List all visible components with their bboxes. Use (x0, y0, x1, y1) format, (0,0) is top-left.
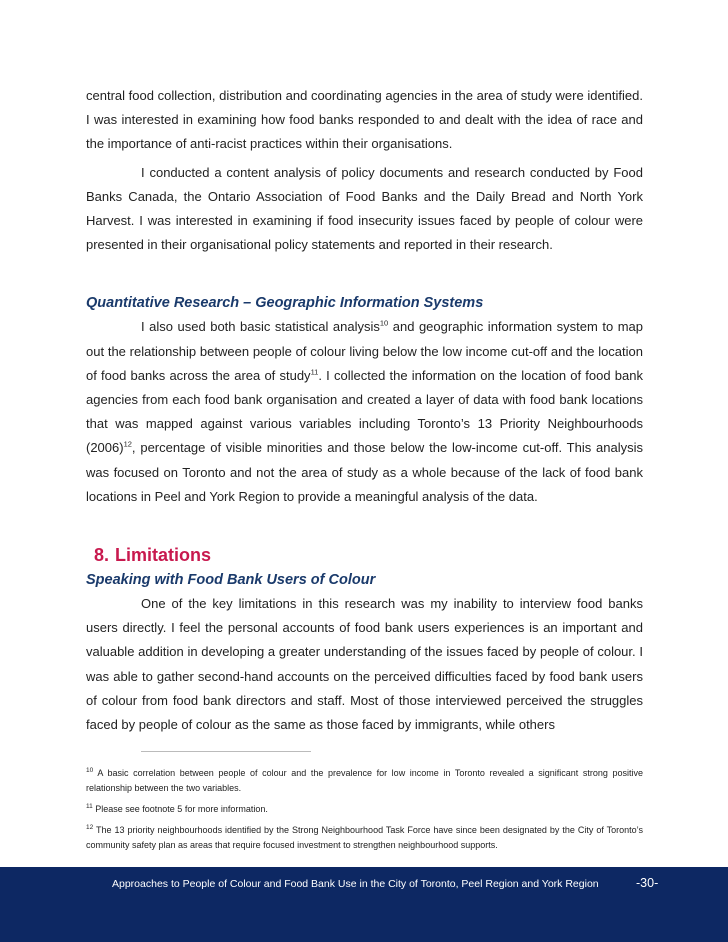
paragraph-gis-analysis (86, 315, 643, 509)
body-content (86, 84, 643, 737)
footnote-ref-10[interactable]: 10 (379, 319, 389, 329)
paragraph-content-analysis: I conducted a content analysis of policy documents and research conducted by Food Banks Canada, the Ontario Association of Food Banks and the Daily Bread and North York Harvest. I was interested in examining if food insecurity issues faced by people of colour were presented in their organisational policy statements and reported in their research. (86, 164, 643, 253)
subheading-food-bank-users: Speaking with Food Bank Users of Colour (86, 572, 376, 589)
page-footer (0, 867, 728, 942)
section-title: Limitations (115, 545, 212, 566)
footnote-ref-11[interactable]: 11 (310, 367, 319, 377)
footnote-divider (141, 751, 311, 752)
section-number: 8. (94, 545, 110, 566)
gis-text-2: and geographic information system to map out the relationship between people of colour living below the low income cut-off and the location of food banks across the area of study (86, 319, 643, 383)
footnote-text: The 13 priority neighbourhoods identified by the Strong Neighbourhood Task Force have since been designated by the City of Toronto’s community safety plan as areas that require focused investment to strengthen neighbourhood supports. (86, 825, 643, 850)
footnote-text: Please see footnote 5 for more information. (92, 804, 268, 814)
section-heading-limitations (94, 542, 643, 568)
footer-document-title: Approaches to People of Colour and Food Bank Use in the City of Toronto, Peel Region and York Region (112, 878, 599, 890)
gis-text-4: , percentage of visible minorities and those below the low-income cut-off. This analysis was focused on Toronto and not the area of study as a whole because of the lack of food bank locations in Peel and York Region to provide a meaningful analysis of the data. (86, 440, 643, 504)
footnote-number: 11 (86, 803, 93, 810)
footnote-ref-12[interactable]: 12 (123, 440, 132, 450)
footnote-10 (86, 766, 643, 796)
footnotes (86, 766, 643, 859)
footnote-number: 10 (86, 767, 94, 774)
subheading-quantitative-research: Quantitative Research – Geographic Information Systems (86, 295, 484, 312)
footnote-text: A basic correlation between people of colour and the prevalence for low income in Toronto revealed a significant strong positive relationship between the two variables. (86, 768, 643, 793)
footnote-12 (86, 823, 643, 853)
page-number: -30- (636, 876, 659, 890)
footnote-number: 12 (86, 824, 94, 831)
paragraph-limitations: One of the key limitations in this research was my inability to interview food banks users directly. I feel the personal accounts of food bank users experiences is an important and valuable addition in developing a greater understanding of the issues faced by people of colour. I was able to gather second-hand accounts on the perceived difficulties faced by food bank users of colour from food bank directors and staff. Most of those interviewed perceived the struggles faced by people of colour as the same as those faced by immigrants, while others (86, 596, 643, 733)
gis-text-1: I also used both basic statistical analysis (141, 319, 380, 335)
gis-text-3: . I collected the information on the location of food bank agencies from each food bank organisation and created a layer of data with food bank locations that was mapped against various variables including Toronto’s 13 Priority Neighbourhoods (2006) (86, 367, 643, 456)
paragraph-methods-agencies: central food collection, distribution and coordinating agencies in the area of study were identified. I was interested in examining how food banks responded to and dealt with the idea of race and the importance of anti-racist practices within their organisations. (86, 88, 643, 152)
footnote-11 (86, 802, 643, 817)
